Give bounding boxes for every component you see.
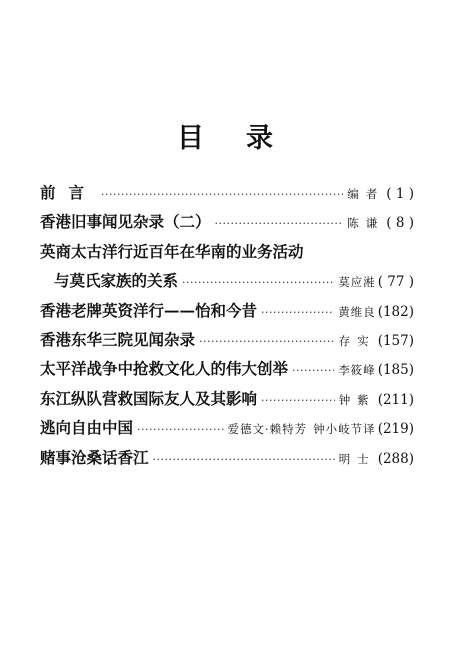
entry-page: (211) xyxy=(377,391,414,408)
entry-author: 编者 xyxy=(347,187,385,201)
entry-page: ( 1 ) xyxy=(386,186,414,202)
entry-title: 香港东华三院见闻杂录 xyxy=(40,329,196,349)
toc-entry-continuation[interactable] xyxy=(40,269,414,298)
toc-entry[interactable] xyxy=(40,210,414,239)
toc-entry[interactable] xyxy=(40,328,414,357)
dot-leader xyxy=(292,364,334,377)
entry-title: 赌事沧桑话香江 xyxy=(40,447,149,467)
entry-author: 陈谦 xyxy=(347,216,385,231)
entry-author: 明士 xyxy=(338,451,376,466)
entry-title: 东江纵队营救国际友人及其影响 xyxy=(40,388,258,408)
entry-title: 逃向自由中国 xyxy=(40,418,134,438)
entry-title: 太平洋战争中抢救文化人的伟大创举 xyxy=(40,359,289,379)
entry-author: 黄维良 xyxy=(338,304,376,319)
entry-page: (182) xyxy=(377,303,414,320)
entry-author: 李筱峰 xyxy=(338,363,376,378)
dot-leader xyxy=(101,188,343,201)
entry-author: 爱德文·赖特芳 xyxy=(227,422,308,437)
entry-author: 莫应溎 xyxy=(338,275,376,290)
entry-title: 香港旧事闻见杂录（二） xyxy=(40,212,211,232)
entry-title: 香港老牌英资洋行——怡和今昔 xyxy=(40,300,258,320)
toc-entry[interactable] xyxy=(40,299,414,328)
entry-page: (157) xyxy=(377,332,414,349)
entry-page: (219) xyxy=(377,421,414,438)
entry-page: ( 8 ) xyxy=(386,215,414,232)
dot-leader xyxy=(261,394,335,407)
page-title: 目录 xyxy=(177,123,315,154)
table-of-contents xyxy=(40,181,414,475)
dot-leader xyxy=(215,217,344,230)
entry-page: (288) xyxy=(377,450,414,467)
entry-title: 英商太古洋行近百年在华南的业务活动 xyxy=(40,241,304,261)
toc-entry[interactable] xyxy=(40,387,414,416)
toc-entry[interactable] xyxy=(40,446,414,475)
entry-title: 前言 xyxy=(40,183,98,202)
entry-author: 存实 xyxy=(338,333,376,348)
entry-page: ( 77 ) xyxy=(377,274,414,291)
toc-entry[interactable] xyxy=(40,416,414,445)
toc-entry[interactable] xyxy=(40,240,414,269)
dot-leader xyxy=(199,335,335,348)
dot-leader xyxy=(182,276,334,289)
toc-entry[interactable] xyxy=(40,357,414,386)
entry-translator: 钟小岐节译 xyxy=(313,422,376,437)
entry-page: (185) xyxy=(377,362,414,379)
entry-title: 与莫氏家族的关系 xyxy=(54,271,179,291)
dot-leader xyxy=(261,306,334,319)
toc-entry[interactable] xyxy=(40,181,414,210)
dot-leader xyxy=(137,423,224,436)
dot-leader xyxy=(153,453,335,466)
entry-author: 钟紫 xyxy=(338,392,376,407)
